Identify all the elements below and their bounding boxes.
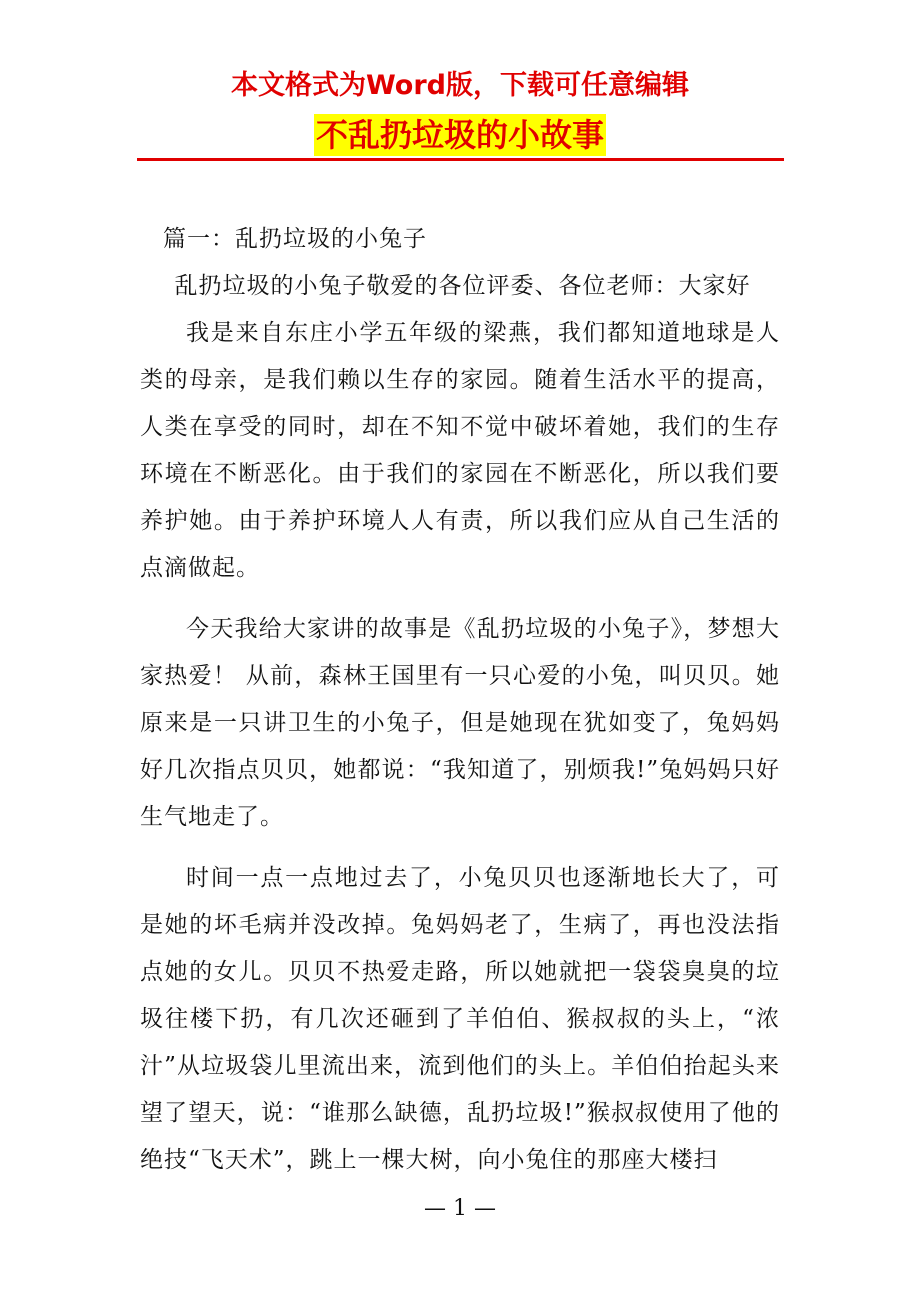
format-banner: 本文格式为Word版，下载可任意编辑 [230,70,689,101]
body-paragraph-2: 今天我给大家讲的故事是《乱扔垃圾的小兔子》，梦想大家热爱！ 从前，森林王国里有一只心爱的小兔，叫贝贝。她原来是一只讲卫生的小兔子，但是她现在犹如变了，兔妈妈好几次指点贝贝，她都说：“我知道了，别烦我!”兔妈妈只好生气地走了。 [140,616,780,830]
paragraph-gap [140,841,780,855]
paragraph-gap [140,592,780,606]
section-heading: 篇一：乱扔垃圾的小兔子 [163,226,427,252]
body-paragraph-1: 我是来自东庄小学五年级的梁燕，我们都知道地球是人类的母亲，是我们赖以生存的家园。随着生活水平的提高，人类在享受的同时，却在不知不觉中破坏着她，我们的生存环境在不断恶化。由于我们的家园在不断恶化，所以我们要养护她。由于养护环境人人有责，所以我们应从自己生活的点滴做起。 [140,320,780,581]
document-body [140,216,780,1184]
header-divider [137,158,784,161]
page-number: — 1 — [424,1196,496,1221]
title-container [0,114,920,156]
document-title: 不乱扔垃圾的小故事 [315,116,604,154]
salutation-paragraph: 乱扔垃圾的小兔子敬爱的各位评委、各位老师：大家好 [174,273,751,299]
body-paragraph-3: 时间一点一点地过去了，小兔贝贝也逐渐地长大了，可是她的坏毛病并没改掉。兔妈妈老了，生病了，再也没法指点她的女儿。贝贝不热爱走路，所以她就把一袋袋臭臭的垃圾往楼下扔，有几次还砸到了羊伯伯、猴叔叔的头上，“浓汁”从垃圾袋儿里流出来，流到他们的头上。羊伯伯抬起头来望了望天，说：“谁那么缺德，乱扔垃圾!”猴叔叔使用了他的绝技“飞天术”，跳上一棵大树，向小兔住的那座大楼扫 [140,865,780,1173]
